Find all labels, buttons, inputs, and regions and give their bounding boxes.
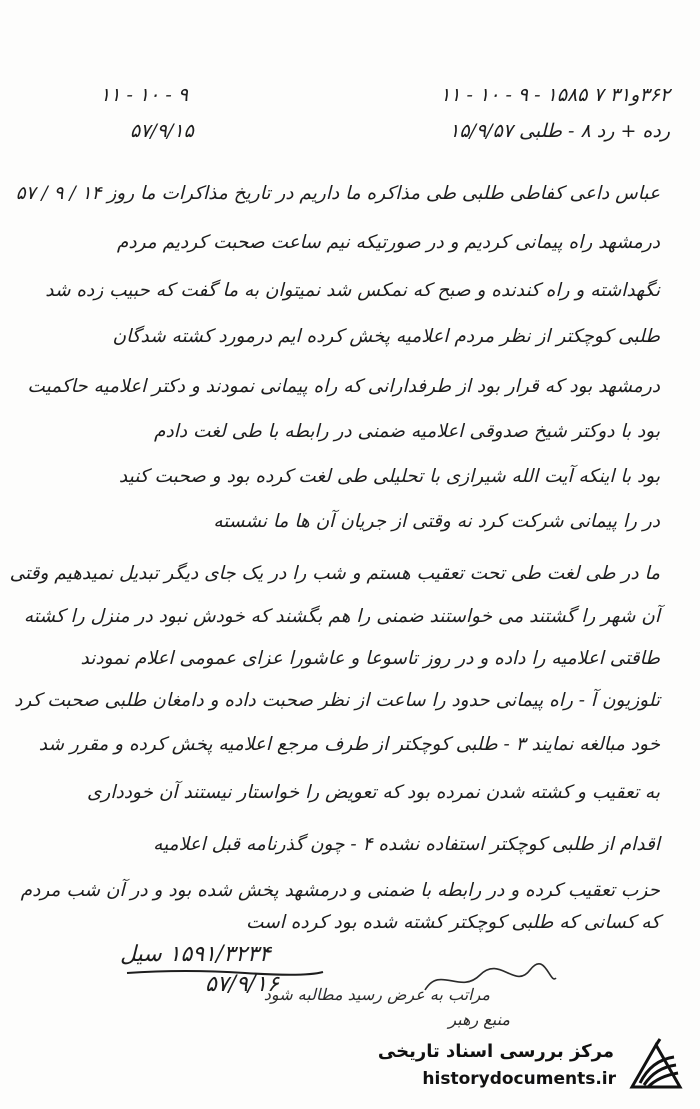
body-line: عباس داعی کفاطی طلبی طی مذاکره ما داریم در تاریخ مذاکرات ما روز ۱۴ / ۹ / ۵۷ xyxy=(15,183,660,204)
body-line: اقدام از طلبی کوچکتر استفاده نشده ۴ - چون گذرنامه قبل اعلامیه xyxy=(153,834,660,855)
body-line: درمشهد بود که قرار بود از طرفدارانی که راه پیمانی نمودند و دکتر اعلامیه حاکمیت xyxy=(27,376,660,397)
body-line: آن شهر را گشتند می خواستند ضمنی را هم بگشند که خودش نبود در منزل را کشته xyxy=(23,606,660,627)
header-left-numbers: ۱۱ - ۱۰ - ۹ xyxy=(100,84,189,106)
body-line: تلوزیون آ - راه پیمانی حدود را ساعت از نظر صحبت داده و دامغان طلبی صحبت کرد xyxy=(14,690,660,711)
registration-number: ۱۵۹۱/۳۲۳۴ سیل xyxy=(120,942,271,967)
archive-watermark xyxy=(377,1035,686,1099)
body-line: ما در طی لغت طی تحت تعقیب هستم و شب را در یک جای دیگر تبدیل نمیدهیم وقتی xyxy=(9,563,660,584)
header-subject-line: رده + رد ۸ - طلبی ۱۵/۹/۵۷ xyxy=(449,120,670,142)
book-scroll-icon xyxy=(626,1037,686,1095)
body-line: طلبی کوچکتر از نظر مردم اعلامیه پخش کرده ایم درمورد کشته شدگان xyxy=(112,326,660,347)
handwritten-signature xyxy=(420,960,560,1000)
body-line: نگهداشته و راه کندنده و صبح که نمکس شد نمیتوان به ما گفت که حبیب زده شد xyxy=(45,280,660,301)
signature-line: منبع رهبر xyxy=(448,1010,510,1029)
signed-date: ۵۷/۹/۱۶ xyxy=(205,972,279,997)
body-line: در را پیمانی شرکت کرد نه وقتی از جریان آن ها ما نشسته xyxy=(213,511,660,532)
watermark-url: historydocuments.ir xyxy=(422,1069,616,1089)
body-line: طاقتی اعلامیه را داده و در روز تاسوعا و عاشورا عزای عمومی اعلام نمودند xyxy=(80,648,660,669)
body-line: که کسانی که طلبی کوچکتر کشته شده بود کرده است xyxy=(246,912,660,933)
body-line: خود مبالغه نمایند ۳ - طلبی کوچکتر از طرف مرجع اعلامیه پخش کرده و مقرر شد xyxy=(38,734,660,755)
body-line: درمشهد راه پیمانی کردیم و در صورتیکه نیم ساعت صحبت کردیم مردم xyxy=(116,232,660,253)
header-ref-line: ۳۶۲و۳۱ ۷ ۱۵۸۵ - ۹ - ۱۰ - ۱۱ xyxy=(440,84,670,106)
header-left-date: ۵۷/۹/۱۵ xyxy=(130,120,194,142)
signature-line: مراتب به عرض رسید مطالبه شود xyxy=(263,985,490,1004)
body-line: بود با اینکه آیت الله شیرازی با تحلیلی طی لغت کرده بود و صحبت کنید xyxy=(118,466,660,487)
body-line: حزب تعقیب کرده و در رابطه با ضمنی و درمشهد پخش شده بود و در آن شب مردم xyxy=(20,880,660,901)
body-line: بود با دوکتر شیخ صدوقی اعلامیه ضمنی در رابطه با طی لغت دادم xyxy=(154,421,660,442)
watermark-title: مرکز بررسی اسناد تاریخی xyxy=(377,1041,614,1062)
body-line: به تعقیب و کشته شدن نمرده بود که تعویض را خواستار نیستند آن خودداری xyxy=(86,782,660,803)
